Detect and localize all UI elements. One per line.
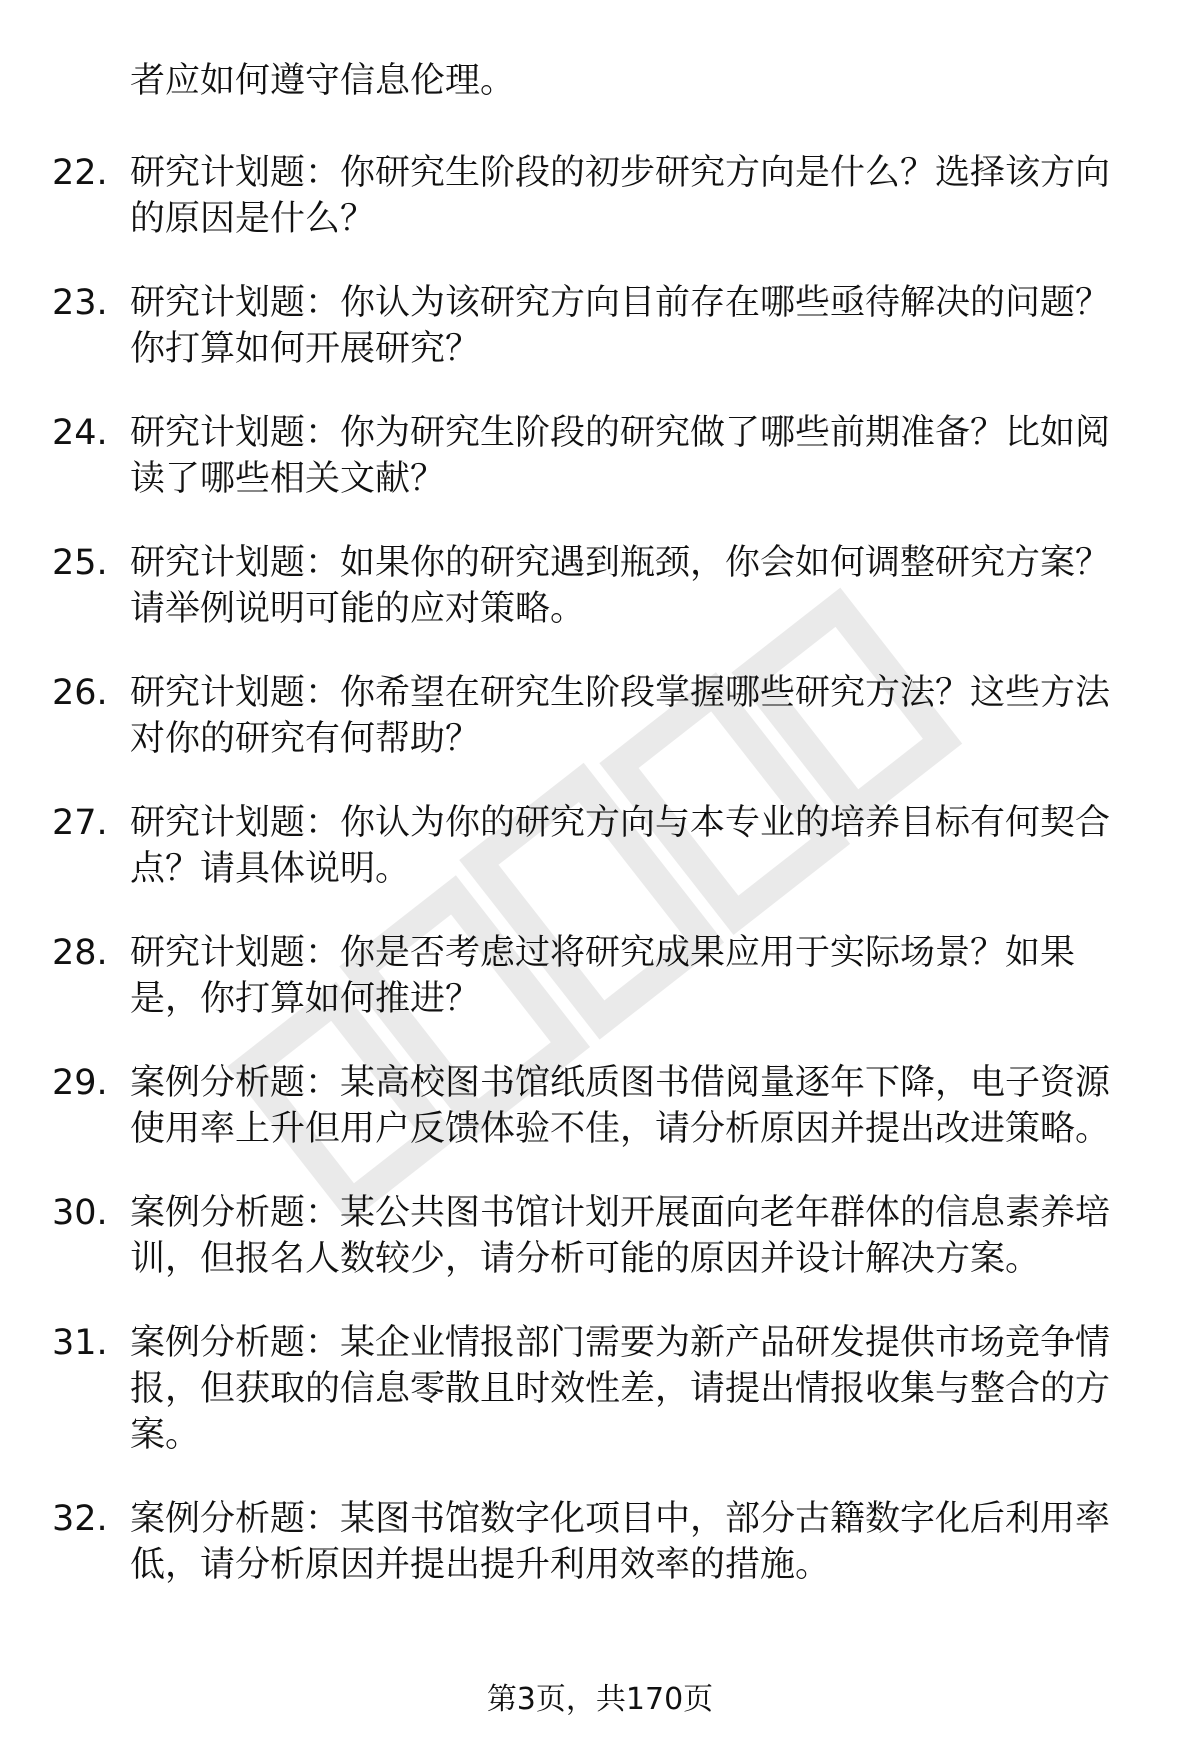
question-number: 25. <box>52 543 108 583</box>
question-number: 22. <box>52 153 108 193</box>
question-text: 案例分析题：某企业情报部门需要为新产品研发提供市场竞争情报，但获取的信息零散且时效性差，请提出情报收集与整合的方案。 <box>130 1323 1111 1455</box>
list-item-q32 <box>0 1496 1200 1588</box>
list-item-q28 <box>0 930 1200 1022</box>
page-footer: 第3页，共170页 <box>486 1682 714 1717</box>
list-item-q26 <box>0 670 1200 762</box>
question-text: 研究计划题：你认为你的研究方向与本专业的培养目标有何契合点？请具体说明。 <box>130 803 1111 889</box>
question-text: 研究计划题：如果你的研究遇到瓶颈，你会如何调整研究方案？请举例说明可能的应对策略。 <box>130 543 1111 629</box>
list-item-q25 <box>0 540 1200 632</box>
question-text: 研究计划题：你研究生阶段的初步研究方向是什么？选择该方向的原因是什么？ <box>130 153 1111 239</box>
list-item-q27 <box>0 800 1200 892</box>
list-item-q23 <box>0 280 1200 372</box>
continuation-paragraph: 者应如何遵守信息伦理。 <box>130 61 516 101</box>
question-number: 29. <box>52 1063 108 1103</box>
question-number: 31. <box>52 1323 108 1363</box>
question-text: 研究计划题：你是否考虑过将研究成果应用于实际场景？如果是，你打算如何推进？ <box>130 933 1076 1019</box>
question-text: 研究计划题：你认为该研究方向目前存在哪些亟待解决的问题？你打算如何开展研究？ <box>130 283 1111 369</box>
question-text: 研究计划题：你希望在研究生阶段掌握哪些研究方法？这些方法对你的研究有何帮助？ <box>130 673 1111 759</box>
question-text: 案例分析题：某高校图书馆纸质图书借阅量逐年下降，电子资源使用率上升但用户反馈体验不佳，请分析原因并提出改进策略。 <box>130 1063 1111 1149</box>
question-number: 28. <box>52 933 108 973</box>
question-text: 研究计划题：你为研究生阶段的研究做了哪些前期准备？比如阅读了哪些相关文献？ <box>130 413 1111 499</box>
question-number: 24. <box>52 413 108 453</box>
question-text: 案例分析题：某公共图书馆计划开展面向老年群体的信息素养培训，但报名人数较少，请分析可能的原因并设计解决方案。 <box>130 1193 1111 1279</box>
question-number: 32. <box>52 1499 108 1539</box>
question-number: 30. <box>52 1193 108 1233</box>
question-number: 26. <box>52 673 108 713</box>
list-item-q29 <box>0 1060 1200 1152</box>
list-item-q30 <box>0 1190 1200 1282</box>
question-number: 23. <box>52 283 108 323</box>
list-item-q22 <box>0 150 1200 242</box>
list-item-q31 <box>0 1320 1200 1458</box>
question-number: 27. <box>52 803 108 843</box>
question-list <box>0 150 1200 1626</box>
question-text: 案例分析题：某图书馆数字化项目中，部分古籍数字化后利用率低，请分析原因并提出提升利用效率的措施。 <box>130 1499 1111 1585</box>
list-item-q24 <box>0 410 1200 502</box>
